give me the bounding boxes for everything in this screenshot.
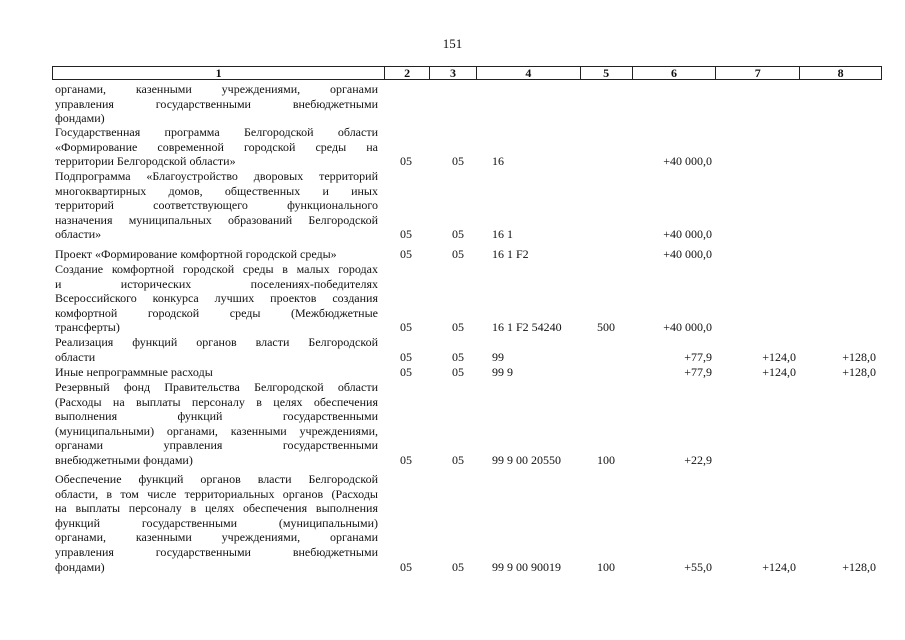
- header-cell-1: 1: [53, 67, 385, 79]
- cell-c4: 99 9: [492, 365, 513, 379]
- header-cell-7: 7: [716, 67, 800, 79]
- cell-c4: 99 9 00 20550: [492, 453, 561, 467]
- description-line: территории Белгородской области»: [55, 154, 236, 169]
- cell-c5: 100: [597, 559, 615, 574]
- cell-c4: 16 1 F2 54240: [492, 320, 562, 335]
- description-line: Проект «Формирование комфортной городской среды»: [55, 247, 337, 261]
- description-line: органами, казенными учреждениями, органами: [55, 530, 378, 545]
- description-line: внебюджетными фондами): [55, 452, 193, 467]
- description-line: трансферты): [55, 320, 120, 335]
- row-description: [55, 125, 378, 169]
- row-description: [55, 169, 378, 242]
- cell-c6: +40 000,0: [663, 320, 712, 335]
- cell-c4: 99 9 00 90019: [492, 559, 561, 574]
- description-line: Иные непрограммные расходы: [55, 365, 213, 379]
- cell-c8: +128,0: [842, 349, 876, 364]
- description-line: управления государственными внебюджетными: [55, 544, 378, 559]
- description-line: Обеспечение функций органов власти Белгородской: [55, 472, 378, 486]
- cell-c4: 16 1: [492, 227, 513, 242]
- cell-c2: 05: [400, 154, 412, 169]
- description-line: территорий соответствующего функционального: [55, 198, 378, 213]
- description-line: области: [55, 349, 96, 364]
- cell-c5: 500: [597, 320, 615, 335]
- cell-c2: 05: [400, 247, 412, 261]
- description-line: органами, казенными учреждениями, органами: [55, 82, 378, 96]
- cell-c3: 05: [452, 320, 464, 335]
- cell-c6: +22,9: [684, 453, 712, 467]
- description-line: Резервный фонд Правительства Белгородской области: [55, 380, 378, 394]
- description-line: на выплаты персоналу в целях обеспечения выполнения: [55, 501, 378, 516]
- cell-c2: 05: [400, 559, 412, 574]
- cell-c8: +128,0: [842, 365, 876, 379]
- cell-c6: +40 000,0: [663, 154, 712, 169]
- description-line: и исторических поселениях-победителях: [55, 276, 378, 291]
- description-line: управления государственными внебюджетными: [55, 96, 378, 111]
- cell-c4: 16: [492, 154, 504, 169]
- cell-c2: 05: [400, 320, 412, 335]
- description-line: Создание комфортной городской среды в малых городах: [55, 262, 378, 276]
- header-cell-5: 5: [581, 67, 633, 79]
- cell-c3: 05: [452, 154, 464, 169]
- cell-c6: +40 000,0: [663, 247, 712, 261]
- description-line: назначения муниципальных образований Белгородской: [55, 212, 378, 227]
- cell-c3: 05: [452, 559, 464, 574]
- row-description: [55, 335, 378, 364]
- description-line: выполнения функций государственными: [55, 409, 378, 424]
- cell-c2: 05: [400, 453, 412, 467]
- cell-c6: +40 000,0: [663, 227, 712, 242]
- cell-c3: 05: [452, 453, 464, 467]
- cell-c7: +124,0: [762, 365, 796, 379]
- cell-c3: 05: [452, 227, 464, 242]
- description-line: (муниципальными) органами, казенными учреждениями,: [55, 423, 378, 438]
- description-line: фондами): [55, 559, 105, 574]
- header-cell-8: 8: [837, 66, 844, 80]
- description-line: многоквартирных домов, общественных и иных: [55, 183, 378, 198]
- cell-c2: 05: [400, 349, 412, 364]
- cell-c4: 16 1 F2: [492, 247, 529, 261]
- row-description: [55, 365, 378, 380]
- description-line: Государственная программа Белгородской области: [55, 125, 378, 139]
- cell-c6: +77,9: [684, 365, 712, 379]
- cell-c6: +77,9: [684, 349, 712, 364]
- description-line: «Формирование современной городской среды на: [55, 139, 378, 154]
- description-line: функций государственными (муниципальными): [55, 515, 378, 530]
- row-description: [55, 262, 378, 335]
- description-line: Подпрограмма «Благоустройство дворовых территорий: [55, 169, 378, 183]
- row-description: [55, 82, 378, 126]
- cell-c2: 05: [400, 365, 412, 379]
- row-description: [55, 472, 378, 574]
- description-line: органами управления государственными: [55, 438, 378, 453]
- description-line: (Расходы на выплаты персоналу в целях обеспечения: [55, 394, 378, 409]
- cell-c3: 05: [452, 247, 464, 261]
- header-cell-2: 2: [385, 67, 430, 79]
- description-line: Реализация функций органов власти Белгородской: [55, 335, 378, 349]
- description-line: области, в том числе территориальных органов (Расходы: [55, 486, 378, 501]
- cell-c3: 05: [452, 349, 464, 364]
- cell-c8: +128,0: [842, 559, 876, 574]
- description-line: комфортной городской среды (Межбюджетные: [55, 305, 378, 320]
- cell-c5: 100: [597, 453, 615, 467]
- header-cell-3: 3: [430, 67, 477, 79]
- row-description: [55, 247, 378, 262]
- cell-c2: 05: [400, 227, 412, 242]
- description-line: Всероссийского конкурса лучших проектов создания: [55, 291, 378, 306]
- header-cell-6: 6: [633, 67, 717, 79]
- description-line: области»: [55, 227, 102, 242]
- header-cell-4: 4: [477, 67, 581, 79]
- description-line: фондами): [55, 111, 105, 126]
- cell-c7: +124,0: [762, 559, 796, 574]
- row-description: [55, 380, 378, 468]
- page-number: 151: [442, 36, 463, 51]
- cell-c3: 05: [452, 365, 464, 379]
- cell-c6: +55,0: [684, 559, 712, 574]
- cell-c4: 99: [492, 349, 504, 364]
- cell-c7: +124,0: [762, 349, 796, 364]
